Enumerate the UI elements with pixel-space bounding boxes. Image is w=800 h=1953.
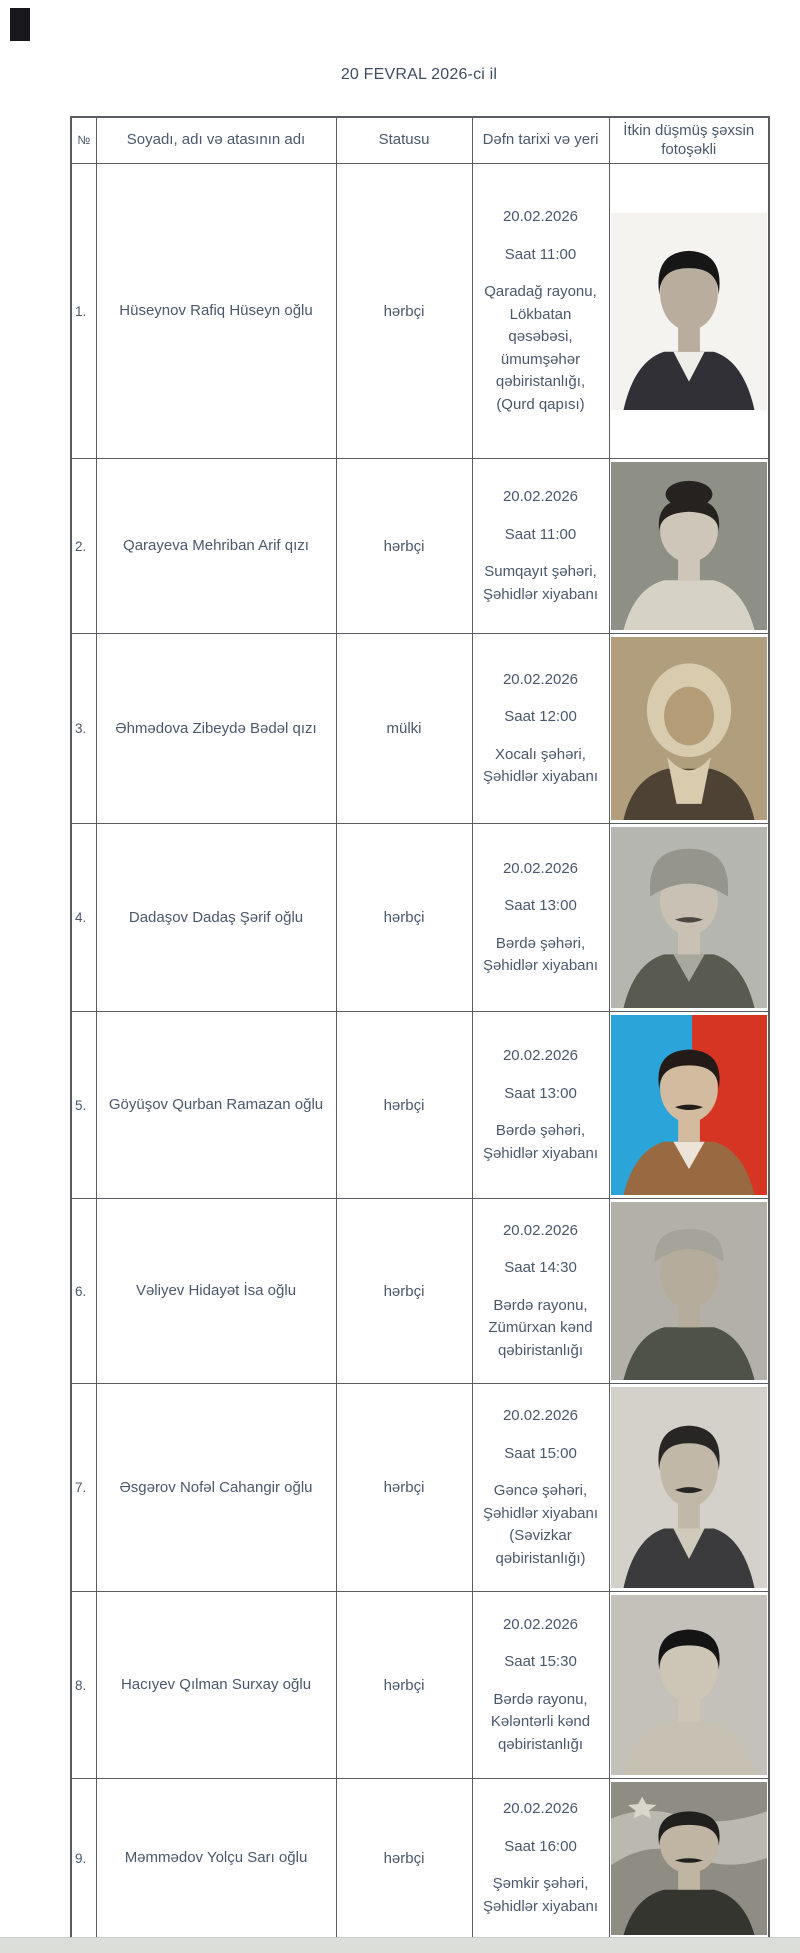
burial-time: Saat 13:00 (504, 1084, 577, 1102)
person-status: hərbçi (336, 1199, 472, 1384)
burial-time: Saat 14:30 (504, 1259, 577, 1277)
burial-place: Gəncə şəhəri, Şəhidlər xiyabanı (Səvizkar qəbiristanlığı) (482, 1482, 599, 1567)
burial-date: 20.02.2026 (502, 208, 579, 225)
burial-date: 20.02.2026 (502, 1800, 579, 1818)
burial-place: Bərdə şəhəri, Şəhidlər xiyabanı (482, 1122, 599, 1162)
burial-time: Saat 12:00 (504, 708, 577, 725)
burial-place: Xocalı şəhəri, Şəhidlər xiyabanı (482, 745, 599, 785)
table-row (71, 824, 769, 1012)
table-row (71, 1012, 769, 1199)
person-status: hərbçi (336, 1012, 472, 1199)
table-row (71, 1384, 769, 1592)
person-name: Vəliyev Hidayət İsa oğlu (96, 1199, 336, 1384)
burial-time: Saat 11:00 (504, 525, 577, 543)
burial-place: Bərdə rayonu, Kələntərli kənd qəbiristanlığı (490, 1690, 591, 1753)
photo-cell (609, 634, 769, 824)
burial-place: Bərdə rayonu, Zümürxan kənd qəbiristanlığı (488, 1296, 593, 1359)
person-status: hərbçi (336, 1779, 472, 1939)
burial-place: Qaradağ rayonu, Lökbatan qəsəbəsi, ümumşəhər qəbiristanlığı, (Qurd qapısı) (484, 283, 597, 413)
photo-cell (609, 1779, 769, 1939)
row-number: 6. (71, 1199, 96, 1384)
burial-cell (472, 634, 609, 824)
burial-time: Saat 15:00 (504, 1444, 577, 1462)
person-name: Dadaşov Dadaş Şərif oğlu (96, 824, 336, 1012)
row-number: 7. (71, 1384, 96, 1592)
person-status: hərbçi (336, 1592, 472, 1779)
burial-date: 20.02.2026 (502, 1047, 579, 1064)
row-number: 1. (71, 164, 96, 459)
burial-cell (472, 1592, 609, 1779)
header-burial: Dəfn tarixi və yeri (472, 117, 609, 164)
burial-cell (472, 1199, 609, 1384)
burial-date: 20.02.2026 (502, 488, 579, 505)
header-num: № (71, 117, 96, 164)
person-photo (611, 1015, 767, 1195)
photo-cell (609, 824, 769, 1012)
burial-time: Saat 16:00 (504, 1837, 577, 1855)
burial-cell (472, 824, 609, 1012)
burial-cell (472, 164, 609, 459)
missing-persons-table (70, 116, 770, 1940)
person-name: Məmmədov Yolçu Sarı oğlu (96, 1779, 336, 1939)
burial-date: 20.02.2026 (502, 1615, 579, 1633)
person-name: Hüseynov Rafiq Hüseyn oğlu (96, 164, 336, 459)
person-status: mülki (336, 634, 472, 824)
photo-cell (609, 1592, 769, 1779)
burial-place: Sumqayıt şəhəri, Şəhidlər xiyabanı (482, 563, 599, 603)
burial-time: Saat 11:00 (504, 245, 577, 263)
row-number: 9. (71, 1779, 96, 1939)
photo-cell (609, 1384, 769, 1592)
table-row (71, 634, 769, 824)
photo-cell (609, 459, 769, 634)
row-number: 2. (71, 459, 96, 634)
person-photo (611, 1387, 767, 1588)
photo-cell (609, 164, 769, 459)
burial-date: 20.02.2026 (502, 859, 579, 877)
row-number: 3. (71, 634, 96, 824)
row-number: 5. (71, 1012, 96, 1199)
table-row (71, 459, 769, 634)
burial-cell (472, 1779, 609, 1939)
person-photo (611, 1595, 767, 1775)
burial-date: 20.02.2026 (502, 670, 579, 688)
burial-date: 20.02.2026 (502, 1221, 579, 1239)
person-name: Göyüşov Qurban Ramazan oğlu (96, 1012, 336, 1199)
corner-mark (10, 8, 30, 41)
burial-cell (472, 459, 609, 634)
person-name: Əsgərov Nofəl Cahangir oğlu (96, 1384, 336, 1592)
row-number: 4. (71, 824, 96, 1012)
photo-cell (609, 1012, 769, 1199)
table-row (71, 164, 769, 459)
table-row (71, 1199, 769, 1384)
person-photo (611, 213, 767, 410)
burial-cell (472, 1384, 609, 1592)
person-status: hərbçi (336, 1384, 472, 1592)
person-photo (611, 1202, 767, 1380)
page-title: 20 FEVRAL 2026-ci il (340, 66, 498, 83)
person-name: Hacıyev Qılman Surxay oğlu (96, 1592, 336, 1779)
person-status: hərbçi (336, 824, 472, 1012)
header-photo: İtkin düşmüş şəxsin fotoşəkli (609, 117, 769, 164)
person-photo (611, 827, 767, 1008)
row-number: 8. (71, 1592, 96, 1779)
person-status: hərbçi (336, 459, 472, 634)
person-photo (611, 1782, 767, 1935)
person-photo (611, 637, 767, 820)
header-status: Statusu (336, 117, 472, 164)
table-row (71, 1779, 769, 1939)
bottom-bar (0, 1937, 800, 1953)
person-name: Qarayeva Mehriban Arif qızı (96, 459, 336, 634)
table-header-row (71, 117, 769, 164)
table-row (71, 1592, 769, 1779)
person-name: Əhmədova Zibeydə Bədəl qızı (96, 634, 336, 824)
burial-time: Saat 13:00 (504, 897, 577, 914)
burial-cell (472, 1012, 609, 1199)
person-status: hərbçi (336, 164, 472, 459)
burial-place: Bərdə şəhəri, Şəhidlər xiyabanı (482, 934, 599, 974)
photo-cell (609, 1199, 769, 1384)
table-body (71, 164, 769, 1939)
burial-time: Saat 15:30 (504, 1653, 577, 1671)
header-name: Soyadı, adı və atasının adı (96, 117, 336, 164)
burial-place: Şəmkir şəhəri, Şəhidlər xiyabanı (482, 1875, 599, 1915)
person-photo (611, 462, 767, 630)
burial-date: 20.02.2026 (502, 1407, 579, 1424)
